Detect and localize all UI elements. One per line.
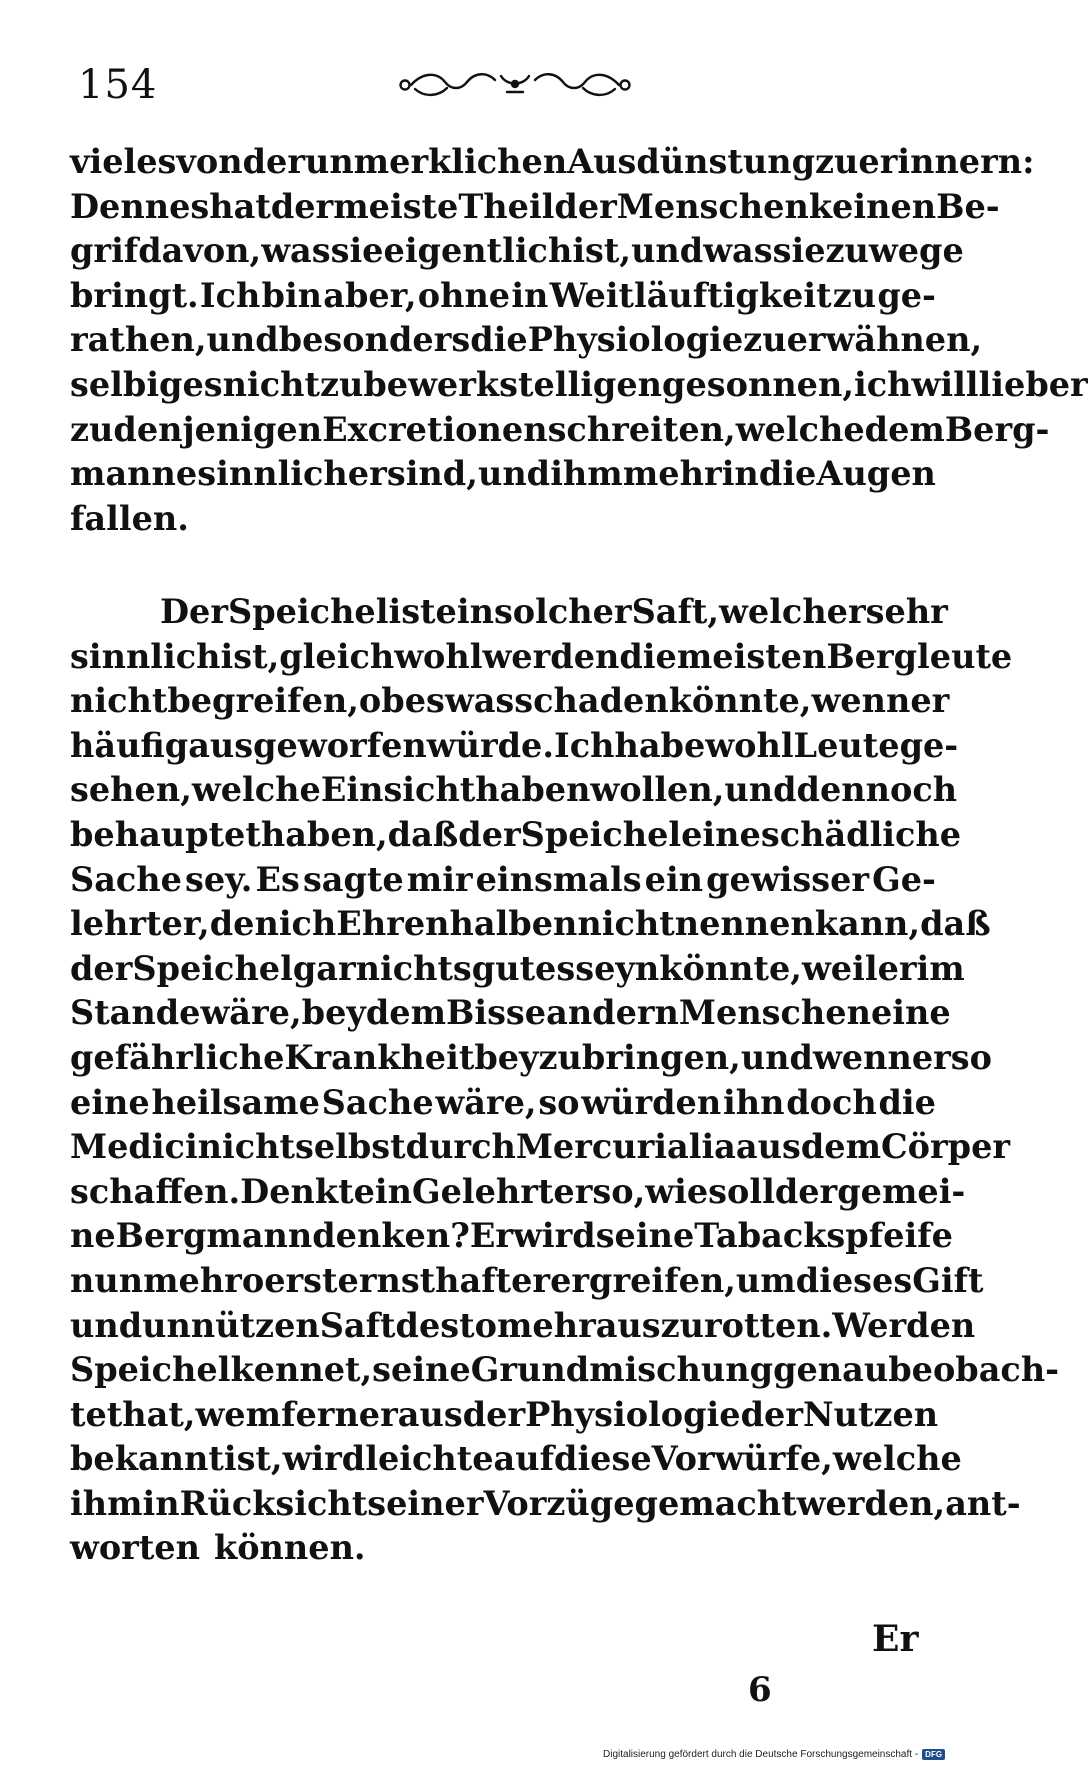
word: zu [319, 364, 364, 404]
word: ist, [572, 231, 632, 271]
word: Physiologie [525, 1394, 741, 1434]
word: welche [832, 1439, 962, 1479]
text-line [70, 1304, 976, 1349]
word: kann, [814, 904, 921, 944]
word: dem [864, 409, 945, 449]
word: Ausdünstung [567, 142, 816, 181]
word: Saft [319, 1305, 396, 1345]
word: Der [160, 592, 229, 631]
word: lehrter, [70, 904, 210, 944]
text-line [70, 1348, 1060, 1393]
word: ist, [223, 1439, 283, 1479]
word: mehr [622, 454, 722, 494]
word: Wer [832, 1305, 907, 1345]
word: ein [435, 592, 494, 631]
word: Medici [70, 1127, 198, 1167]
word: schaden [514, 681, 669, 721]
word: in [511, 275, 549, 315]
word: zu [70, 409, 114, 449]
page-number: 154 [78, 62, 158, 108]
word: einsmals [475, 859, 642, 899]
word: bewerkstelligen [363, 364, 663, 404]
word: zuwege [825, 231, 964, 271]
word: Speichel [70, 1350, 231, 1390]
word: sie [772, 231, 826, 271]
word: Nutzen [802, 1394, 939, 1434]
word: Ich [199, 275, 261, 315]
word: Denkt [240, 1171, 354, 1211]
word: seine [372, 1350, 471, 1390]
word: gemacht [634, 1483, 797, 1523]
text-line [70, 1081, 936, 1126]
word: nichts [355, 948, 472, 988]
word: davon, [138, 231, 262, 271]
text-line [70, 1437, 962, 1482]
word: leichte [365, 1439, 494, 1479]
word: Speichel [228, 592, 389, 631]
word: werden, [796, 1483, 946, 1523]
word: er [877, 948, 917, 988]
word: und [740, 1037, 813, 1077]
word: ihm [550, 454, 623, 494]
word: doch [786, 1082, 877, 1122]
word: Speichel [520, 814, 682, 854]
word: sagte [302, 859, 404, 899]
word: welche [191, 770, 321, 810]
text-line [70, 318, 983, 363]
word: im [916, 948, 965, 988]
word: sie [330, 231, 384, 271]
word: wird [282, 1439, 366, 1479]
word: sind, [386, 454, 478, 494]
word: seyn [575, 948, 660, 988]
word: hat, [122, 1394, 196, 1434]
word: lieber [978, 364, 1088, 404]
word: wird [513, 1216, 596, 1256]
word: der [774, 1171, 838, 1211]
word: wäre, [435, 1082, 537, 1122]
word: und [631, 231, 704, 271]
word: Ich [554, 725, 615, 765]
word: Gift [912, 1260, 984, 1300]
word: will [911, 364, 979, 404]
catchword: Er [872, 1618, 919, 1660]
text-line [70, 1170, 966, 1215]
word: eine [870, 993, 951, 1033]
word: ist, [220, 636, 280, 676]
word: es [404, 681, 445, 721]
text-line [70, 1526, 936, 1571]
word: der [554, 186, 617, 226]
text-line [70, 497, 936, 542]
word: ein [644, 859, 704, 899]
word: Theil [458, 186, 555, 226]
word: und [477, 454, 551, 494]
word: behauptet [70, 814, 261, 854]
word: der [740, 1394, 803, 1434]
word: selbst [294, 1127, 406, 1167]
word: ge- [877, 275, 936, 315]
word: ant- [945, 1483, 1021, 1523]
word: Menschen [678, 993, 871, 1033]
text-line [70, 140, 1035, 185]
word: nicht [197, 1127, 295, 1167]
text-line [70, 363, 1088, 408]
word: vieles [70, 142, 177, 181]
word: häufig [70, 725, 189, 765]
word: die [470, 320, 528, 360]
signature-mark: 6 [748, 1670, 772, 1710]
word: Excretionen [322, 409, 548, 449]
word: so [950, 1037, 993, 1077]
text-line [70, 724, 959, 769]
word: ob [358, 681, 405, 721]
word: von [176, 142, 243, 181]
word: eigentlich [383, 231, 573, 271]
word: nicht [222, 364, 320, 404]
word: wollen, [590, 770, 725, 810]
word: könnte, [659, 948, 802, 988]
word: zu [743, 320, 787, 360]
word: dem [365, 993, 447, 1033]
word: Mercurialia [515, 1127, 736, 1167]
word: ohne [417, 275, 511, 315]
word: so [538, 1082, 580, 1122]
word: welche [735, 409, 865, 449]
word: auszurotten. [595, 1305, 833, 1345]
word: ich [854, 364, 912, 404]
text-line [70, 1393, 939, 1438]
word: Stande [70, 993, 201, 1033]
text-line [70, 408, 1050, 453]
word: ich [278, 904, 337, 944]
word: wenn [811, 681, 911, 721]
text-line [70, 679, 950, 724]
word: unmerklichen [304, 142, 568, 181]
word: in [721, 454, 759, 494]
word: Berg- [944, 409, 1050, 449]
word: seine [595, 1216, 695, 1256]
word: Physiologie [527, 320, 744, 360]
word: meiste [333, 186, 459, 226]
word: sinnlicher [197, 454, 387, 494]
word: ernsthafter [337, 1260, 551, 1300]
word: Einsicht [320, 770, 476, 810]
digitization-credit [603, 1749, 945, 1760]
word: und [206, 320, 279, 360]
word: würde. [426, 725, 555, 765]
word: meisten [676, 636, 827, 676]
word: ausgeworfen [188, 725, 427, 765]
word: bekannt [70, 1439, 224, 1479]
text-line [70, 1036, 993, 1081]
word: daß [387, 814, 459, 854]
word: Weitläuftigkeit [549, 275, 832, 315]
word: begreifen, [167, 681, 359, 721]
word: Leute [793, 725, 900, 765]
word: nicht [577, 904, 675, 944]
word: Tabackspfeife [694, 1216, 953, 1256]
word: keinen [808, 186, 937, 226]
word: habe [614, 725, 706, 765]
dfg-logo: DFG [922, 1749, 945, 1760]
word: Vorzüge [483, 1483, 635, 1523]
word: Gelehrter [411, 1171, 593, 1211]
text-line [70, 1214, 953, 1259]
word: der [458, 814, 521, 854]
word: nunmehro [70, 1260, 265, 1300]
word: solcher [493, 592, 632, 631]
word: der [242, 142, 305, 181]
text-line [70, 768, 958, 813]
word: andern [546, 993, 679, 1033]
word: Speichel [132, 948, 293, 988]
ornament-headpiece [395, 62, 635, 108]
text-line [70, 1259, 984, 1304]
word: besonders [278, 320, 471, 360]
word: auf [493, 1439, 555, 1479]
credit-text: Digitalisierung gefördert durch die Deutsche Forschungsgemeinschaft - [603, 1749, 919, 1760]
word: wem [195, 1394, 282, 1434]
text-line [70, 229, 964, 274]
word: seiner [367, 1483, 484, 1523]
word: Krankheit [284, 1037, 475, 1077]
word: tet [70, 1394, 123, 1434]
word: gemei- [837, 1171, 966, 1211]
word: diese [554, 1439, 652, 1479]
word: eine [70, 1082, 150, 1122]
word: den [209, 904, 279, 944]
word: Sache [321, 1082, 434, 1122]
word: beyzubringen, [474, 1037, 741, 1077]
word: ihm [70, 1483, 143, 1523]
word: welcher [719, 592, 866, 631]
word: er [911, 1037, 951, 1077]
word: der [270, 186, 334, 226]
word: aus [397, 1394, 463, 1434]
word: wie [645, 1171, 709, 1211]
word: ferner [281, 1394, 398, 1434]
word: können. [213, 1528, 366, 1568]
text-line [70, 991, 951, 1036]
word: aber, [323, 275, 417, 315]
word: halben [449, 904, 578, 944]
word: grif [70, 231, 139, 271]
word: hat [209, 186, 271, 226]
word: wäre, [200, 993, 302, 1033]
word: so, [592, 1171, 646, 1211]
word: was [703, 231, 773, 271]
word: würden [581, 1082, 722, 1122]
word: aus [735, 1127, 801, 1167]
word: Cörper [881, 1127, 1011, 1167]
word: zu [815, 142, 859, 181]
word: sey. [185, 859, 253, 899]
word: den [906, 1305, 976, 1345]
word: gar [292, 948, 356, 988]
word: die [619, 636, 677, 676]
word: sehr [865, 592, 948, 631]
word: beobach- [888, 1350, 1060, 1390]
word: er [910, 681, 950, 721]
word: worten [70, 1528, 200, 1568]
word: gleichwohl [279, 636, 483, 676]
text-line [70, 858, 936, 903]
word: durch [405, 1127, 516, 1167]
word: erwähnen, [786, 320, 983, 360]
word: rathen, [70, 320, 207, 360]
word: und [70, 1305, 143, 1345]
word: sehen, [70, 770, 192, 810]
word: sinnlich [70, 636, 221, 676]
word: was [444, 681, 515, 721]
word: Bergmann [115, 1216, 313, 1256]
word: Sache [70, 859, 182, 899]
word: Bisse [446, 993, 547, 1033]
word: heilsame [151, 1082, 320, 1122]
word: wohl [705, 725, 794, 765]
word: erst [264, 1260, 338, 1300]
word: ist [388, 592, 436, 631]
word: bey [301, 993, 366, 1033]
word: Saft, [631, 592, 720, 631]
text-line [70, 947, 965, 992]
word: dennoch [796, 770, 958, 810]
word: Ehren [336, 904, 450, 944]
text-line [70, 902, 991, 947]
text-line [70, 274, 936, 319]
word: der [70, 948, 133, 988]
word: erinnern: [858, 142, 1035, 181]
word: dieses [795, 1260, 913, 1300]
word: Rücksicht [179, 1483, 368, 1523]
word: schreiten, [547, 409, 736, 449]
word: Er [469, 1216, 514, 1256]
word: mir [406, 859, 473, 899]
text-line [70, 1125, 1011, 1170]
word: kennet, [230, 1350, 373, 1390]
word: in [142, 1483, 180, 1523]
word: wenn [812, 1037, 912, 1077]
word: bringt. [70, 275, 199, 315]
word: zu [832, 275, 877, 315]
word: gewisser [706, 859, 870, 899]
word: ein [353, 1171, 412, 1211]
word: daß [920, 904, 991, 944]
word: gefährliche [70, 1037, 285, 1077]
word: gutes [471, 948, 576, 988]
word: dem [800, 1127, 882, 1167]
paragraph-1 [70, 140, 1088, 541]
word: schaffen. [70, 1171, 241, 1211]
word: könnte, [668, 681, 812, 721]
word: denken? [312, 1216, 470, 1256]
word: schädliche [760, 814, 962, 854]
word: Bergleute [826, 636, 1013, 676]
word: Grundmischung [470, 1350, 774, 1390]
text-line [70, 185, 1000, 230]
word: Ge- [872, 859, 936, 899]
word: denjenigen [113, 409, 323, 449]
word: fallen. [70, 498, 189, 538]
word: Augen [816, 454, 936, 494]
text-line [70, 635, 1013, 680]
text-line [70, 1482, 1021, 1527]
text-line [70, 590, 948, 635]
text-line [70, 452, 936, 497]
paragraph-2 [70, 590, 1060, 1571]
word: ne [70, 1216, 116, 1256]
word: eine [681, 814, 761, 854]
word: nicht [70, 681, 168, 721]
word: werden [482, 636, 620, 676]
word: Vorwürfe, [651, 1439, 833, 1479]
word: die [758, 454, 817, 494]
word: soll [708, 1171, 775, 1211]
word: gesonnen, [662, 364, 855, 404]
word: Denn [70, 186, 170, 226]
word: Menschen [616, 186, 809, 226]
word: nennen [674, 904, 815, 944]
word: der [462, 1394, 526, 1434]
word: was [261, 231, 331, 271]
word: weil [801, 948, 878, 988]
word: ergreifen, [550, 1260, 736, 1300]
word: unnützen [142, 1305, 320, 1345]
text-line [70, 813, 962, 858]
word: und [724, 770, 797, 810]
word: selbiges [70, 364, 223, 404]
word: bin [261, 275, 323, 315]
word: haben, [260, 814, 388, 854]
word: die [878, 1082, 936, 1122]
word: destomehr [395, 1305, 596, 1345]
word: haben [475, 770, 591, 810]
word: genau [773, 1350, 889, 1390]
word: um [735, 1260, 796, 1300]
word: ihn [722, 1082, 785, 1122]
word: Es [255, 859, 300, 899]
word: manne [70, 454, 198, 494]
word: Be- [936, 186, 1000, 226]
word: ge- [899, 725, 959, 765]
word: es [169, 186, 210, 226]
